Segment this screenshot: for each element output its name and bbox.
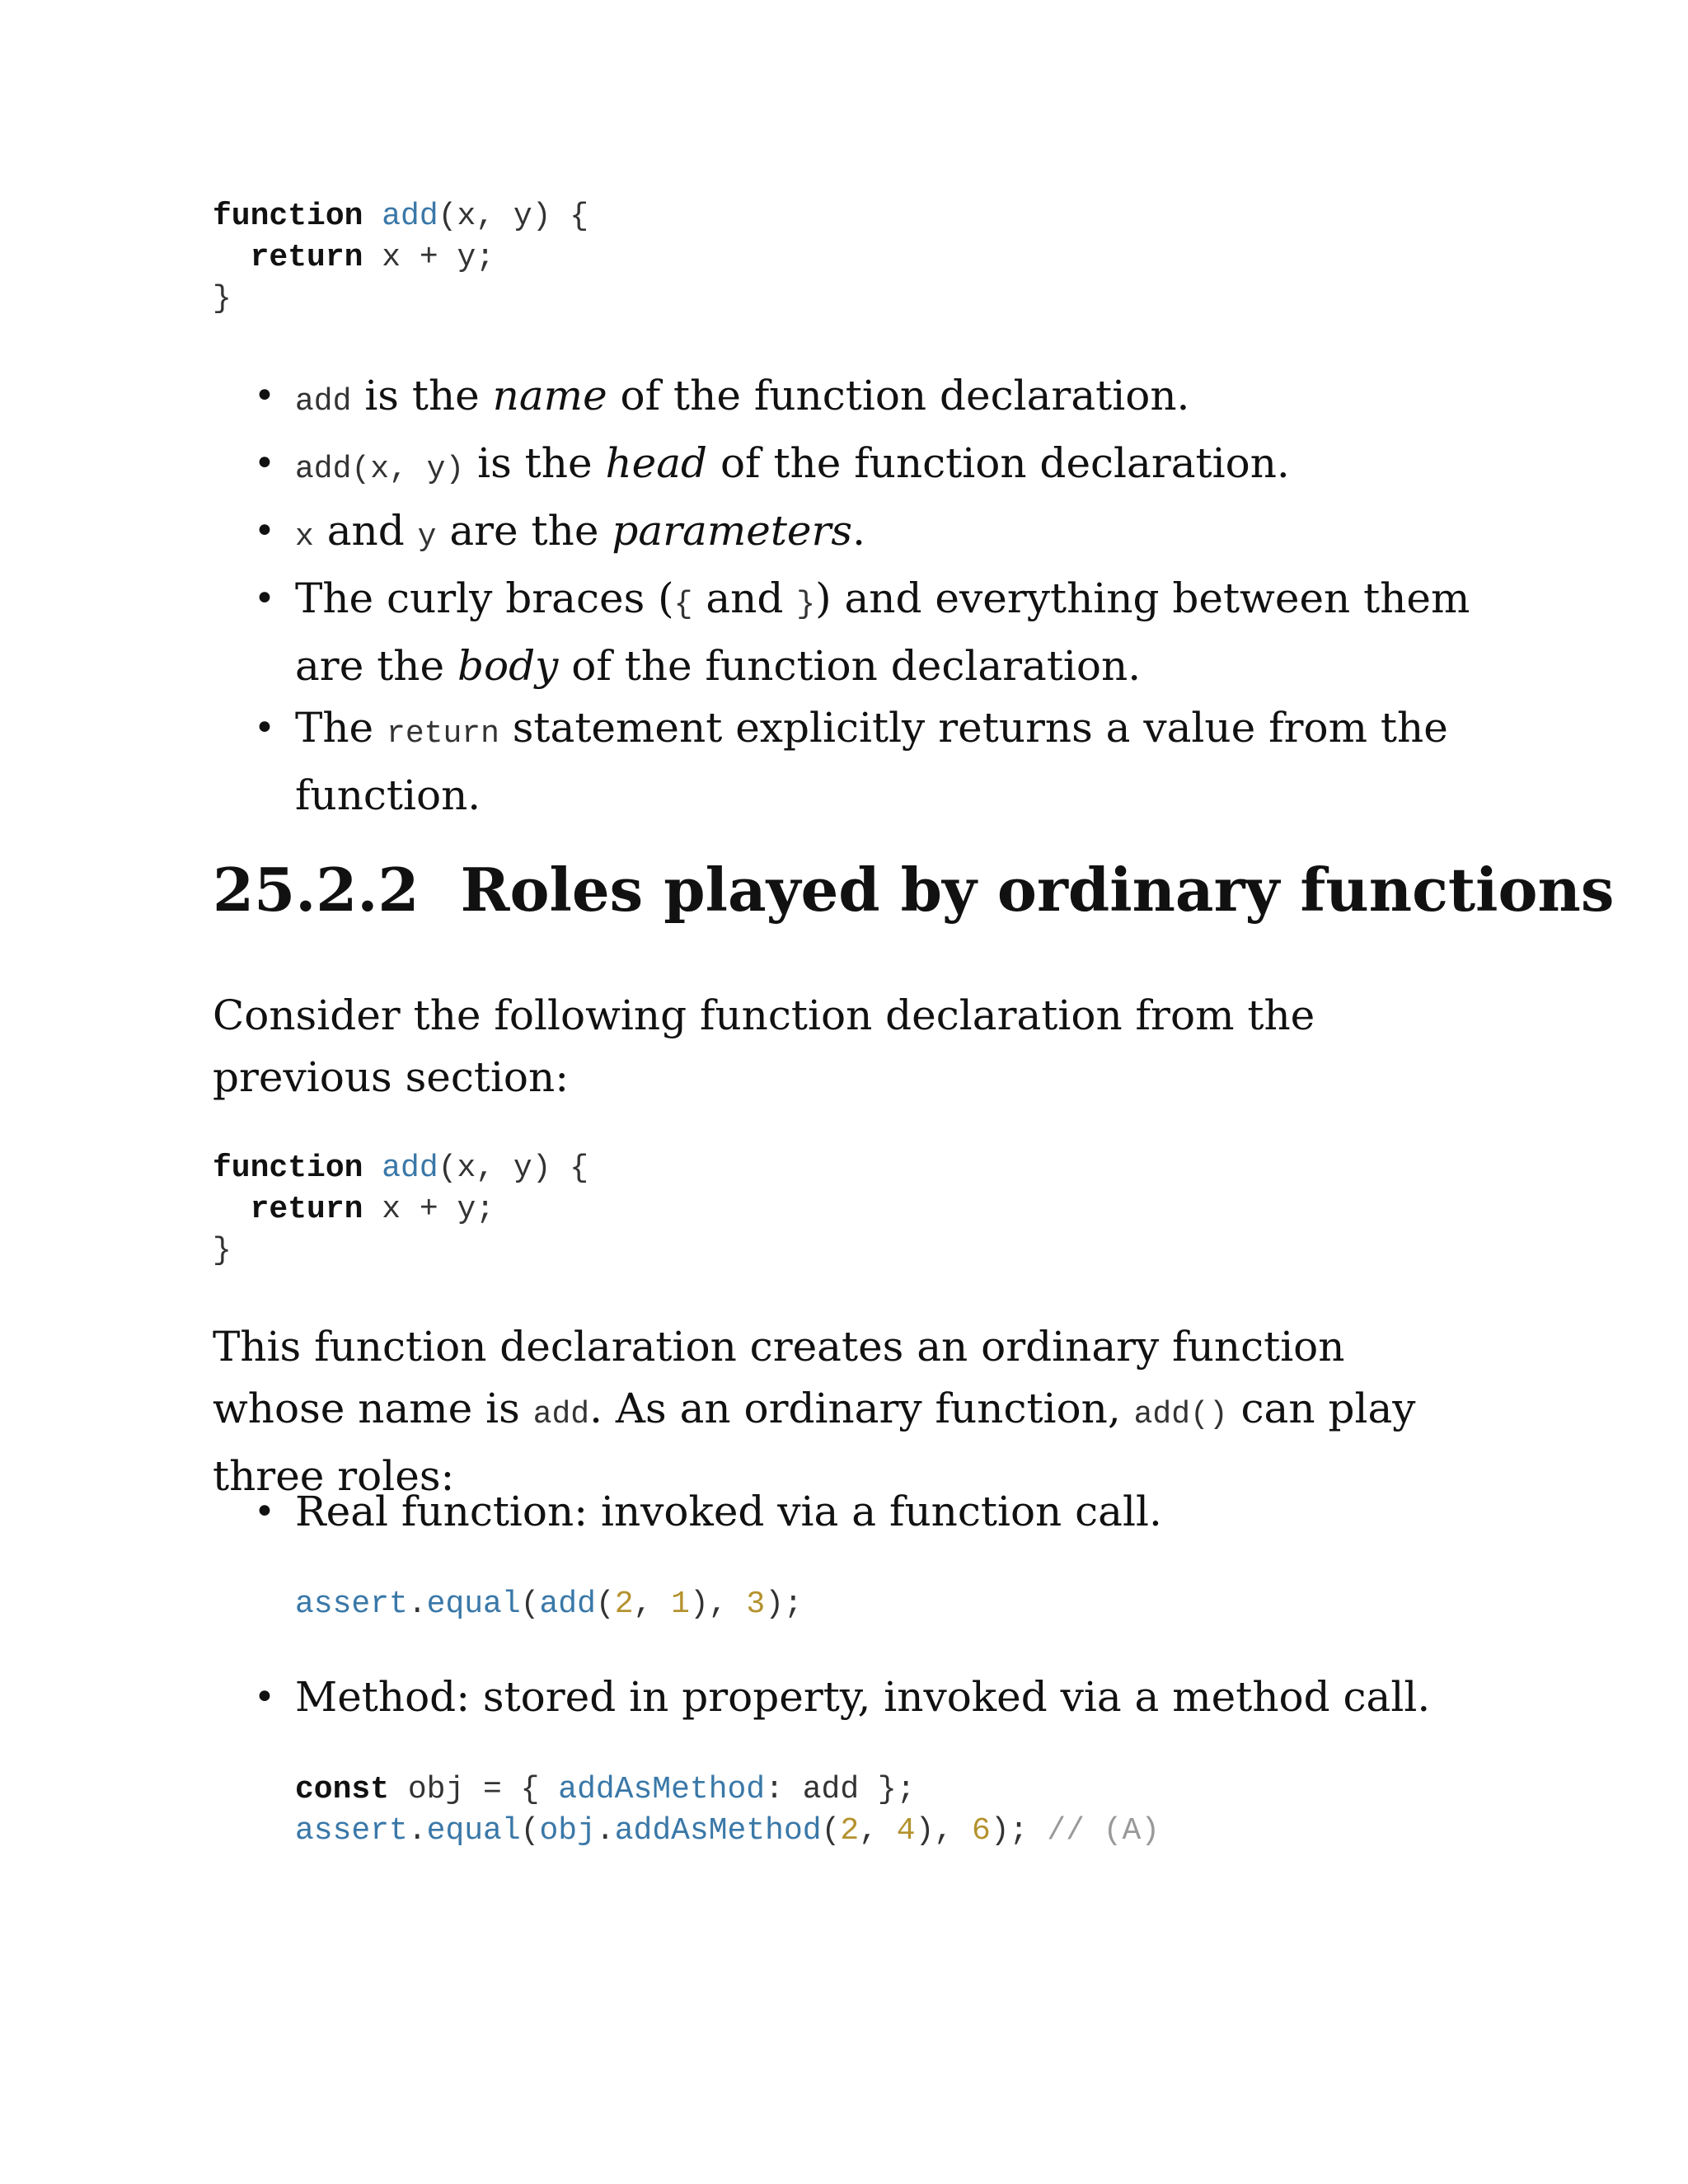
role-real-function [213,1481,1482,1543]
code-block-add-declaration [213,196,588,320]
code-comment: // (A) [1047,1813,1160,1849]
list-item: • Real function: invoked via a function call. [213,1481,1482,1543]
list-item: • x and y are the parameters. [213,500,1482,568]
list-item: • add(x, y) is the head of the function declaration. [213,433,1482,500]
keyword-return: return [250,240,363,275]
code-closing-brace: } [213,281,232,316]
section-heading: 25.2.2 Roles played by ordinary functions [213,855,1615,925]
list-item: • Method: stored in property, invoked via a method call. [213,1666,1482,1728]
list-item: • The return statement explicitly returns a value from the function. [213,697,1482,827]
declaration-parts-list [213,365,1482,827]
roles-paragraph: This function declaration creates an ordinary function whose name is add. As an ordinary function, add() can play three roles: [213,1323,1416,1500]
keyword-return: return [250,1192,363,1227]
code-method-example: const obj = { addAsMethod: add }; assert.equal(obj.addAsMethod(2, 4), 6); // (A) [295,1772,1160,1849]
function-name: add [382,199,438,234]
list-item: • The curly braces ({ and }) and everything between them are the body of the function declaration. [213,568,1482,697]
keyword-function: function [213,1151,363,1186]
role-method [213,1666,1482,1728]
keyword-function: function [213,199,363,234]
code-block-add-declaration-repeat [213,1148,588,1272]
code-closing-brace: } [213,1233,232,1268]
code-params: (x, y) { [438,1151,589,1186]
list-item: • add is the name of the function declaration. [213,365,1482,433]
code-real-function-example: assert.equal(add(2, 1), 3); [295,1586,803,1622]
code-params: (x, y) { [438,199,589,234]
code-return-expr: x + y; [363,240,495,275]
intro-paragraph: Consider the following function declaration from the previous section: [213,991,1315,1101]
code-return-expr: x + y; [363,1192,495,1227]
function-name: add [382,1151,438,1186]
